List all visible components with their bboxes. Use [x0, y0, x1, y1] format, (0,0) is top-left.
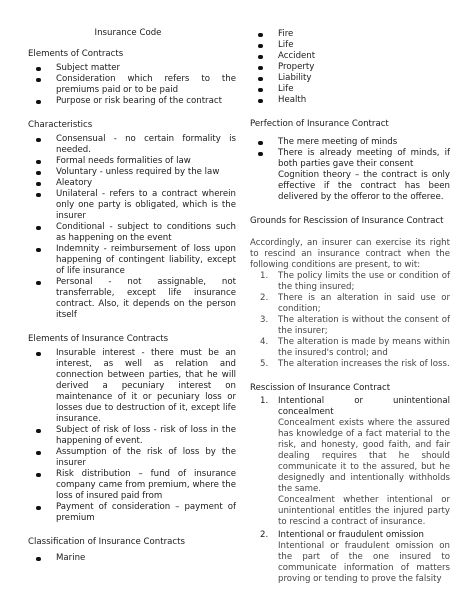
list-item: Accident [250, 51, 450, 62]
perfection-list [250, 137, 450, 170]
perfection-heading: Perfection of Insurance Contract [250, 119, 389, 129]
grounds-intro: Accordingly, an insurer can exercise its right to rescind an insurance contract when the following conditions are present, to wit: [250, 238, 450, 270]
list-item [250, 337, 450, 359]
list-item: Indemnity - reimbursement of loss upon happening of contingent liability, except of life insurance [28, 244, 236, 277]
list-item: Consideration which refers to the premiums paid or to be paid [28, 74, 236, 96]
document-title: Insurance Code [94, 28, 162, 38]
list-item: The mere meeting of minds [250, 137, 450, 148]
list-item: Aleatory [28, 178, 236, 189]
list-item: Marine [28, 553, 236, 564]
list-item [250, 396, 450, 528]
list-item: Payment of consideration – payment of premium [28, 502, 236, 524]
classification-list-continued [250, 29, 450, 106]
list-item: Health [250, 95, 450, 106]
right-column [250, 29, 450, 585]
list-item-text: The policy limits the use or condition of the thing insured; [278, 271, 450, 292]
list-item: Assumption of the risk of loss by the insurer [28, 447, 236, 469]
list-item: Subject matter [28, 63, 236, 74]
list-number: 1. [260, 271, 269, 281]
list-number: 2. [260, 530, 269, 540]
classification-heading: Classification of Insurance Contracts [28, 537, 185, 547]
list-item [28, 156, 236, 167]
list-item-text: There is an alteration in said use or condition; [278, 293, 450, 314]
list-item: There is already meeting of minds, if both parties gave their consent [250, 148, 450, 170]
elements-heading: Elements of Contracts [28, 49, 124, 59]
list-item: Fire [250, 29, 450, 40]
list-item [250, 315, 450, 337]
perfection-note: Cognition theory – the contract is only effective if the contract has been delivered by the offeror to the offeree. [278, 170, 450, 202]
list-number: 1. [260, 396, 269, 406]
list-item: Unilateral - refers to a contract wherein only one party is obligated, which is the insurer [28, 189, 236, 222]
list-item [250, 359, 450, 370]
rescission-heading: Rescission of Insurance Contract [250, 383, 391, 393]
grounds-heading: Grounds for Rescission of Insurance Contract [250, 216, 444, 226]
list-item: Liability [250, 73, 450, 84]
list-item: Life [250, 40, 450, 51]
list-item-text: The alteration is made by means within the insured's control; and [278, 337, 450, 358]
list-item: Risk distribution – fund of insurance company came from premium, where the loss of insured paid from [28, 469, 236, 502]
list-item: Insurable interest - there must be an interest, as well as relation and connection between parties, that he will derived a pecuniary interest on maintenance of it or pecuniary loss or losses due to destruction of it, except life insurance. [28, 348, 236, 425]
characteristics-heading: Characteristics [28, 120, 93, 130]
list-number: 2. [260, 293, 269, 303]
list-item: Property [250, 62, 450, 73]
list-item: Life [250, 84, 450, 95]
list-number: 3. [260, 315, 269, 325]
list-item: Personal - not assignable, not transferrable, except life insurance contract. Also, it depends on the person itself [28, 277, 236, 321]
list-item [250, 293, 450, 315]
elements-list [28, 63, 236, 107]
grounds-list [250, 271, 450, 370]
rescission-item-title: Intentional or fraudulent omission [278, 530, 424, 540]
rescission-item-body: Concealment exists where the assured has knowledge of a fact material to the risk, and honesty, good faith, and fair dealing requires that he should communicate it to the assured, but he designedly and intentionally withholds the same. [278, 418, 450, 494]
left-column [28, 28, 236, 564]
classification-list-start [28, 553, 236, 564]
rescission-item-body: Intentional or fraudulent omission on the part of the one insured to communicate information of matters proving or tending to prove the falsity [278, 541, 450, 584]
rescission-item-body: Concealment whether intentional or unintentional entitles the injured party to rescind a contract of insurance. [278, 495, 450, 527]
rescission-item-title: Intentional or unintentional concealment [278, 396, 450, 417]
rescission-list [250, 396, 450, 585]
list-item [250, 271, 450, 293]
insurance-elements-list [28, 348, 236, 524]
insurance-elements-heading: Elements of Insurance Contracts [28, 334, 169, 344]
list-item-text: Formal needs formalities of law [56, 156, 191, 166]
characteristics-list [28, 134, 236, 321]
list-item-text: The alteration is without the consent of the insurer; [278, 315, 450, 336]
list-item-text: The alteration increases the risk of loss. [278, 359, 450, 369]
list-item: Subject of risk of loss - risk of loss in the happening of event. [28, 425, 236, 447]
list-item: Conditional - subject to conditions such as happening on the event [28, 222, 236, 244]
list-number: 5. [260, 359, 269, 369]
list-item: Voluntary - unless required by the law [28, 167, 236, 178]
list-number: 4. [260, 337, 269, 347]
list-item: Purpose or risk bearing of the contract [28, 96, 236, 107]
list-item [250, 530, 450, 585]
list-item: Consensual - no certain formality is needed. [28, 134, 236, 156]
